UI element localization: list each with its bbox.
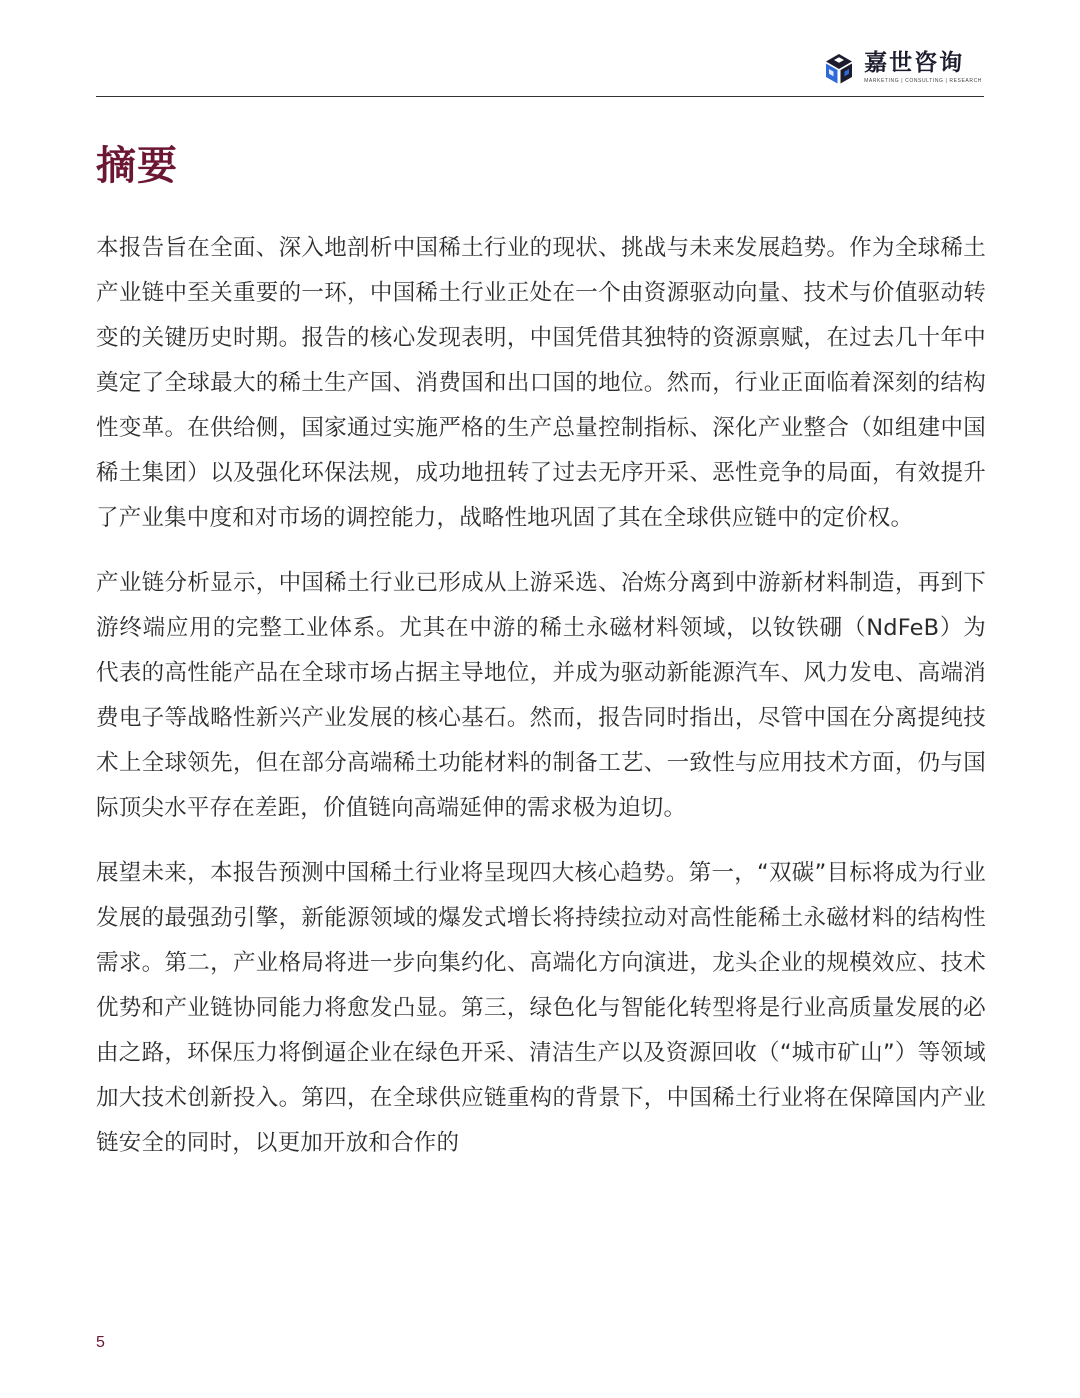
paragraph-2: 产业链分析显示，中国稀土行业已形成从上游采选、冶炼分离到中游新材料制造，再到下游终端应用的完整工业体系。尤其在中游的稀土永磁材料领域，以钕铁硼（NdFeB）为代表的高性能产品在全球市场占据主导地位，并成为驱动新能源汽车、风力发电、高端消费电子等战略性新兴产业发展的核心基石。然而，报告同时指出，尽管中国在分离提纯技术上全球领先，但在部分高端稀土功能材料的制备工艺、一致性与应用技术方面，仍与国际顶尖水平存在差距，价值链向高端延伸的需求极为迫切。 <box>96 570 986 821</box>
logo-tagline: MARKETING | CONSULTING | RESEARCH <box>864 78 982 84</box>
page-header <box>96 40 984 97</box>
page-number: 5 <box>96 1334 105 1351</box>
section-title: 摘要 <box>96 143 178 189</box>
company-logo <box>822 50 982 86</box>
paragraph-3: 展望未来，本报告预测中国稀土行业将呈现四大核心趋势。第一，“双碳”目标将成为行业发展的最强劲引擎，新能源领域的爆发式增长将持续拉动对高性能稀土永磁材料的结构性需求。第二，产业格局将进一步向集约化、高端化方向演进，龙头企业的规模效应、技术优势和产业链协同能力将愈发凸显。第三，绿色化与智能化转型将是行业高质量发展的必由之路，环保压力将倒逼企业在绿色开采、清洁生产以及资源回收（“城市矿山”）等领域加大技术创新投入。第四，在全球供应链重构的背景下，中国稀土行业将在保障国内产业链安全的同时，以更加开放和合作的 <box>96 860 986 1156</box>
paragraph-1: 本报告旨在全面、深入地剖析中国稀土行业的现状、挑战与未来发展趋势。作为全球稀土产业链中至关重要的一环，中国稀土行业正处在一个由资源驱动向量、技术与价值驱动转变的关键历史时期。报告的核心发现表明，中国凭借其独特的资源禀赋，在过去几十年中奠定了全球最大的稀土生产国、消费国和出口国的地位。然而，行业正面临着深刻的结构性变革。在供给侧，国家通过实施严格的生产总量控制指标、深化产业整合（如组建中国稀土集团）以及强化环保法规，成功地扭转了过去无序开采、恶性竞争的局面，有效提升了产业集中度和对市场的调控能力，战略性地巩固了其在全球供应链中的定价权。 <box>96 235 986 531</box>
jiashi-logo-icon <box>822 52 856 86</box>
summary-body <box>96 226 986 1186</box>
logo-name: 嘉世咨询 <box>864 50 965 76</box>
